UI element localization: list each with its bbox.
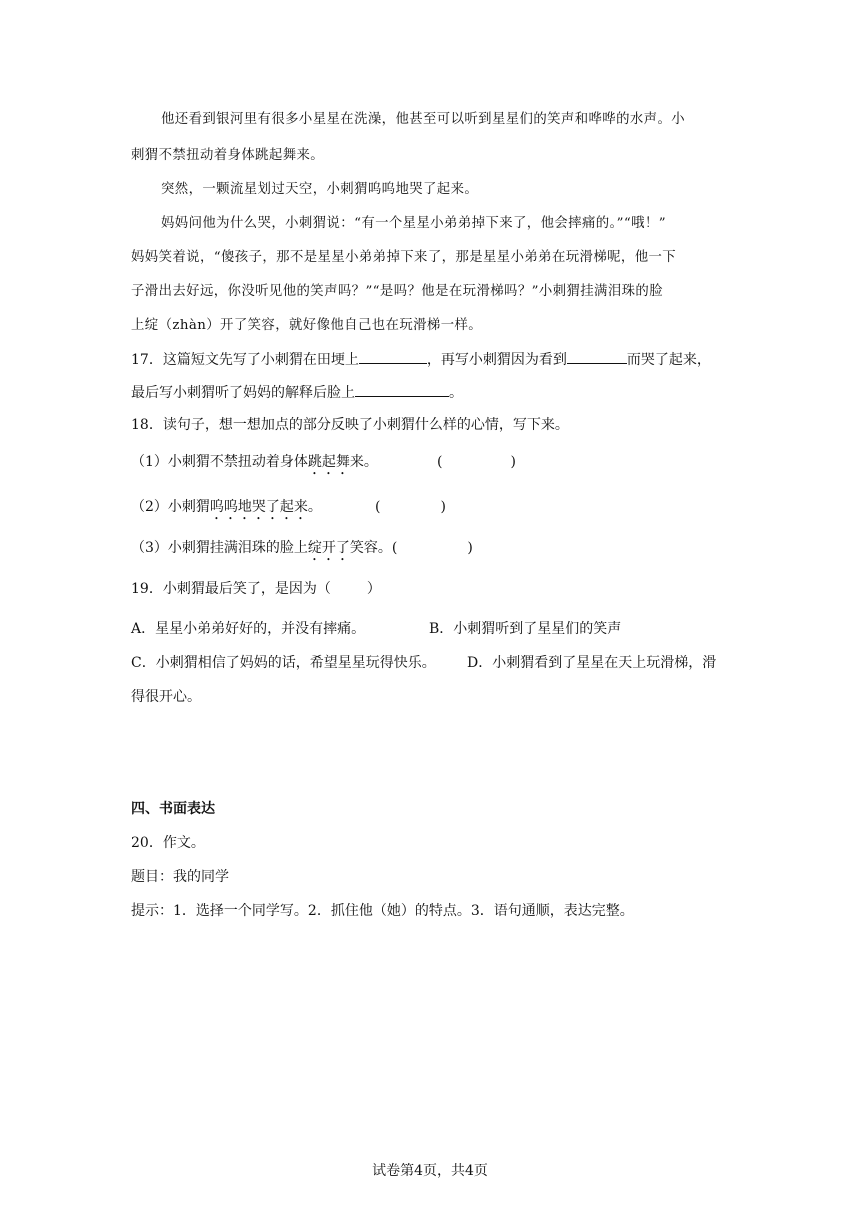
q18-sentence-2: （2）小刺猬呜呜地哭了起来。 [131, 499, 322, 515]
q18-stem: 18．读句子，想一想加点的部分反映了小刺猬什么样的心情，写下来。 [131, 417, 569, 433]
q19-option-c[interactable]: C．小刺猬相信了妈妈的话，希望星星玩得快乐。 [131, 655, 436, 671]
q19-option-d-continued: 得很开心。 [131, 689, 201, 705]
q17-blank-1[interactable] [359, 349, 427, 364]
story-p1-line2: 刺猬不禁扭动着身体跳起舞来。 [131, 148, 325, 163]
q18-s2-emphasis: 呜呜地哭了起来 [209, 499, 308, 515]
story-p1-line1: 他还看到银河里有很多小星星在洗澡，他甚至可以听到星星们的笑声和哗哗的水声。小 [161, 112, 686, 127]
story-p3-line1: 妈妈问他为什么哭，小刺猬说：“有一个星星小弟弟掉下来了，他会摔痛的。”“哦！” [161, 216, 666, 231]
q17-text-4: 最后写小刺猬听了妈妈的解释后脸上 [131, 385, 355, 401]
q17-text-3: 而哭了起来， [626, 352, 711, 368]
q19-stem: 19．小刺猬最后笑了，是因为（ ） [131, 581, 381, 597]
q20-label: 20．作文。 [131, 835, 205, 851]
q18-sentence-3: （3）小刺猬挂满泪珠的脸上绽开了笑容。( ) [131, 540, 473, 556]
essay-hint: 提示：1．选择一个同学写。2．抓住他（她）的特点。3．语句通顺，表达完整。 [131, 903, 634, 919]
story-p3-line4: 上绽（zhàn）开了笑容，就好像他自己也在玩滑梯一样。 [131, 318, 483, 333]
q18-s3-emphasis: 绽开了 [307, 540, 350, 556]
story-p3-line2: 妈妈笑着说，“傻孩子，那不是星星小弟弟掉下来了，那是星星小弟弟在玩滑梯呢，他一下 [131, 250, 677, 265]
q18-s1-emphasis: 跳起舞 [307, 454, 350, 470]
q18-answer-1[interactable]: ( ) [437, 454, 516, 470]
story-p3-line3: 子滑出去好远，你没听见他的笑声吗？”“是吗？他是在玩滑梯吗？”小刺猬挂满泪珠的脸 [131, 284, 663, 299]
q18-answer-3[interactable]: ( [391, 540, 398, 556]
story-p2: 突然，一颗流星划过天空，小刺猬呜呜地哭了起来。 [161, 182, 479, 197]
q19-option-a[interactable]: A．星星小弟弟好好的，并没有摔痛。 [131, 621, 366, 637]
q18-answer-2[interactable]: ( ) [375, 499, 446, 515]
q17-text-5: 。 [449, 385, 463, 401]
essay-title: 题目：我的同学 [131, 869, 229, 885]
page-footer: 试卷第4页，共4页 [372, 1163, 488, 1179]
q17-text-1: 17．这篇短文先写了小刺猬在田埂上 [131, 352, 359, 368]
q18-sentence-1: （1）小刺猬不禁扭动着身体跳起舞来。 [131, 454, 378, 470]
q17-text-2: ，再写小刺猬因为看到 [426, 352, 567, 368]
q17-blank-3[interactable] [355, 382, 449, 397]
q17-blank-2[interactable] [567, 349, 627, 364]
q19-option-b[interactable]: B．小刺猬听到了星星们的笑声 [429, 621, 622, 637]
section-heading: 四、书面表达 [131, 801, 215, 817]
q19-option-d[interactable]: D．小刺猬看到了星星在天上玩滑梯，滑 [467, 655, 717, 671]
